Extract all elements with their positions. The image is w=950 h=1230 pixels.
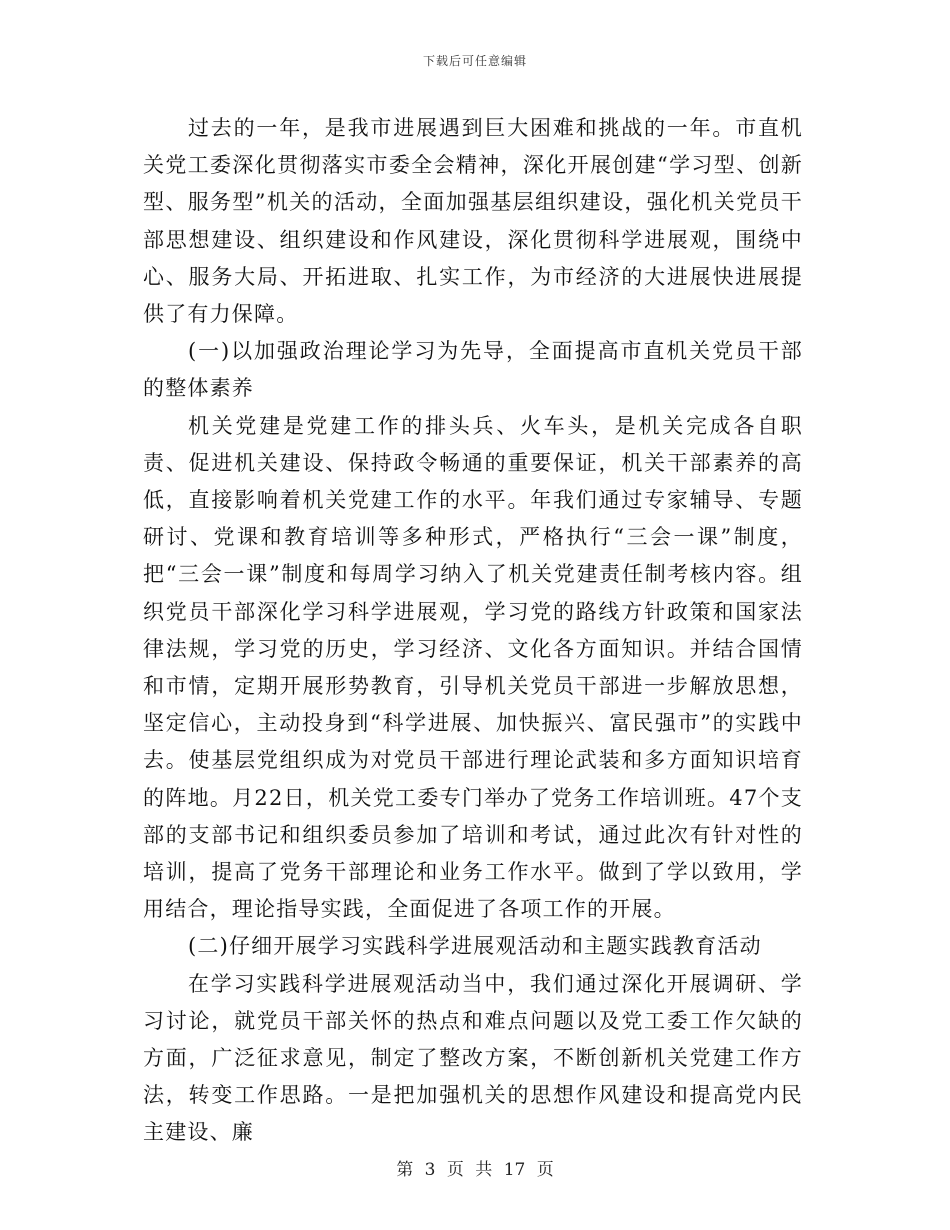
paragraph-section-2: 在学习实践科学进展观活动当中，我们通过深化开展调研、学习讨论，就党员干部关怀的热点和难点问题以及党工委工作欠缺的方面，广泛征求意见，制定了整改方案，不断创新机关党建工作方法，转变工作思路。一是把加强机关的思想作风建设和提高党内民主建设、廉	[143, 971, 803, 1145]
paragraph-section-1: 机关党建是党建工作的排头兵、火车头，是机关完成各自职责、促进机关建设、保持政令畅通的重要保证，机关干部素养的高低，直接影响着机关党建工作的水平。年我们通过专家辅导、专题研讨、党课和教育培训等多种形式，严格执行“三会一课”制度，把“三会一课”制度和每周学习纳入了机关党建责任制考核内容。组织党员干部深化学习科学进展观，学习党的路线方针政策和国家法律法规，学习党的历史，学习经济、文化各方面知识。并结合国情和市情，定期开展形势教育，引导机关党员干部进一步解放思想，坚定信心，主动投身到“科学进展、加快振兴、富民强市”的实践中去。使基层党组织成为对党员干部进行理论武装和多方面知识培育的阵地。月22日，机关党工委专门举办了党务工作培训班。47个支部的支部书记和组织委员参加了培训和考试，通过此次有针对性的培训，提高了党务干部理论和业务工作水平。做到了学以致用，学用结合，理论指导实践，全面促进了各项工作的开展。	[143, 413, 803, 922]
page-number-footer: 第 3 页 共 17 页	[396, 1160, 554, 1180]
page-header: 下载后可任意编辑	[422, 54, 527, 68]
section-heading-2: (二)仔细开展学习实践科学进展观活动和主题实践教育活动	[188, 934, 762, 959]
document-body	[143, 110, 803, 1152]
paragraph-intro: 过去的一年，是我市进展遇到巨大困难和挑战的一年。市直机关党工委深化贯彻落实市委全会精神，深化开展创建“学习型、创新型、服务型”机关的活动，全面加强基层组织建设，强化机关党员干部思想建设、组织建设和作风建设，深化贯彻科学进展观，围绕中心、服务大局、开拓进取、扎实工作，为市经济的大进展快进展提供了有力保障。	[143, 116, 803, 327]
section-heading-1: (一)以加强政治理论学习为先导，全面提高市直机关党员干部的整体素养	[143, 339, 803, 401]
